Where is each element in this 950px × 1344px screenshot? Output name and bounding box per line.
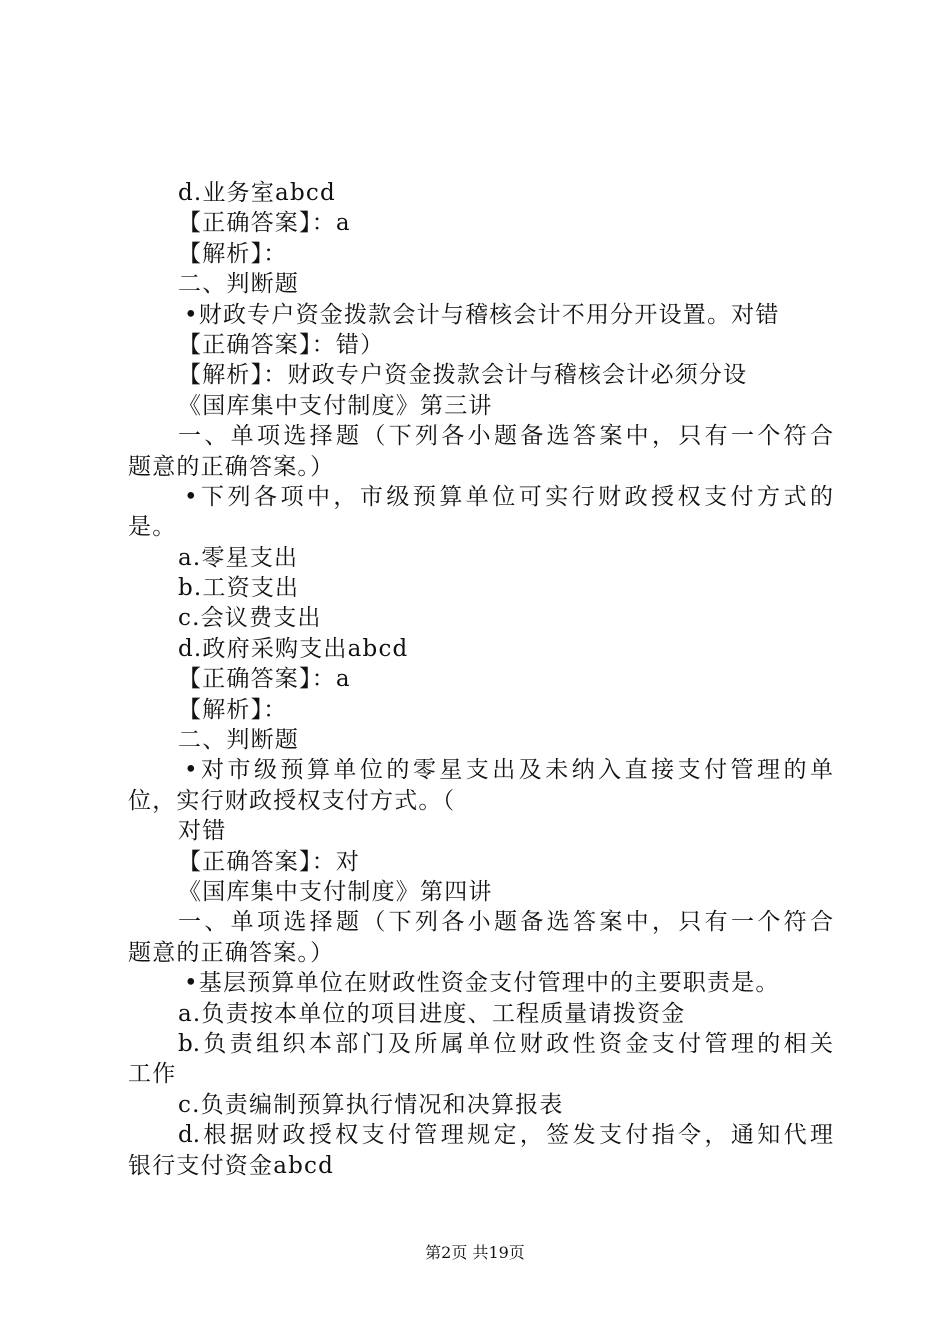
- text-line: 【正确答案】：a: [178, 210, 351, 237]
- text-line: 位，实行财政授权支付方式。（: [128, 787, 456, 814]
- text-line: 【解析】：: [178, 240, 288, 267]
- text-line: 【解析】：: [178, 696, 288, 723]
- text-line: b.负责组织本部门及所属单位财政性资金支付管理的相关: [178, 1030, 833, 1057]
- text-line: 【解析】：财政专户资金拨款会计与稽核会计必须分设: [178, 362, 748, 389]
- text-line: •下列各项中，市级预算单位可实行财政授权支付方式的: [184, 483, 833, 510]
- text-line: 一、单项选择题（下列各小题备选答案中，只有一个符合: [178, 909, 833, 936]
- text-line: •对市级预算单位的零星支出及未纳入直接支付管理的单: [184, 757, 833, 784]
- text-line: b.工资支出: [178, 575, 300, 602]
- text-line: 题意的正确答案。）: [128, 939, 335, 966]
- text-line: •财政专户资金拨款会计与稽核会计不用分开设置。对错: [184, 301, 780, 328]
- text-line: 【正确答案】：a: [178, 666, 351, 693]
- text-line: 对错: [178, 818, 227, 845]
- text-line: 一、单项选择题（下列各小题备选答案中，只有一个符合: [178, 423, 833, 450]
- text-line: 【正确答案】：错）: [178, 331, 385, 358]
- document-body: [128, 178, 833, 1181]
- text-line: 【正确答案】：对: [178, 848, 361, 875]
- text-line: •基层预算单位在财政性资金支付管理中的主要职责是。: [184, 970, 780, 997]
- text-line: c.负责编制预算执行情况和决算报表: [178, 1091, 564, 1118]
- text-line: d.政府采购支出abcd: [178, 635, 409, 662]
- text-line: c.会议费支出: [178, 605, 322, 632]
- page-footer: 第2页 共19页: [425, 1243, 525, 1262]
- text-line: 是。: [128, 514, 177, 541]
- text-line: d.根据财政授权支付管理规定，签发支付指令，通知代理: [178, 1122, 833, 1149]
- text-line: a.负责按本单位的项目进度、工程质量请拨资金: [178, 1000, 686, 1027]
- text-line: 二、判断题: [178, 271, 299, 298]
- text-line: a.零星支出: [178, 544, 299, 571]
- text-line: 《国库集中支付制度》第三讲: [178, 392, 493, 419]
- text-line: 二、判断题: [178, 727, 299, 754]
- text-line: 银行支付资金abcd: [128, 1152, 335, 1179]
- text-line: 题意的正确答案。）: [128, 453, 335, 480]
- text-line: d.业务室abcd: [178, 180, 336, 206]
- text-line: 《国库集中支付制度》第四讲: [178, 878, 493, 905]
- text-line: 工作: [128, 1061, 177, 1088]
